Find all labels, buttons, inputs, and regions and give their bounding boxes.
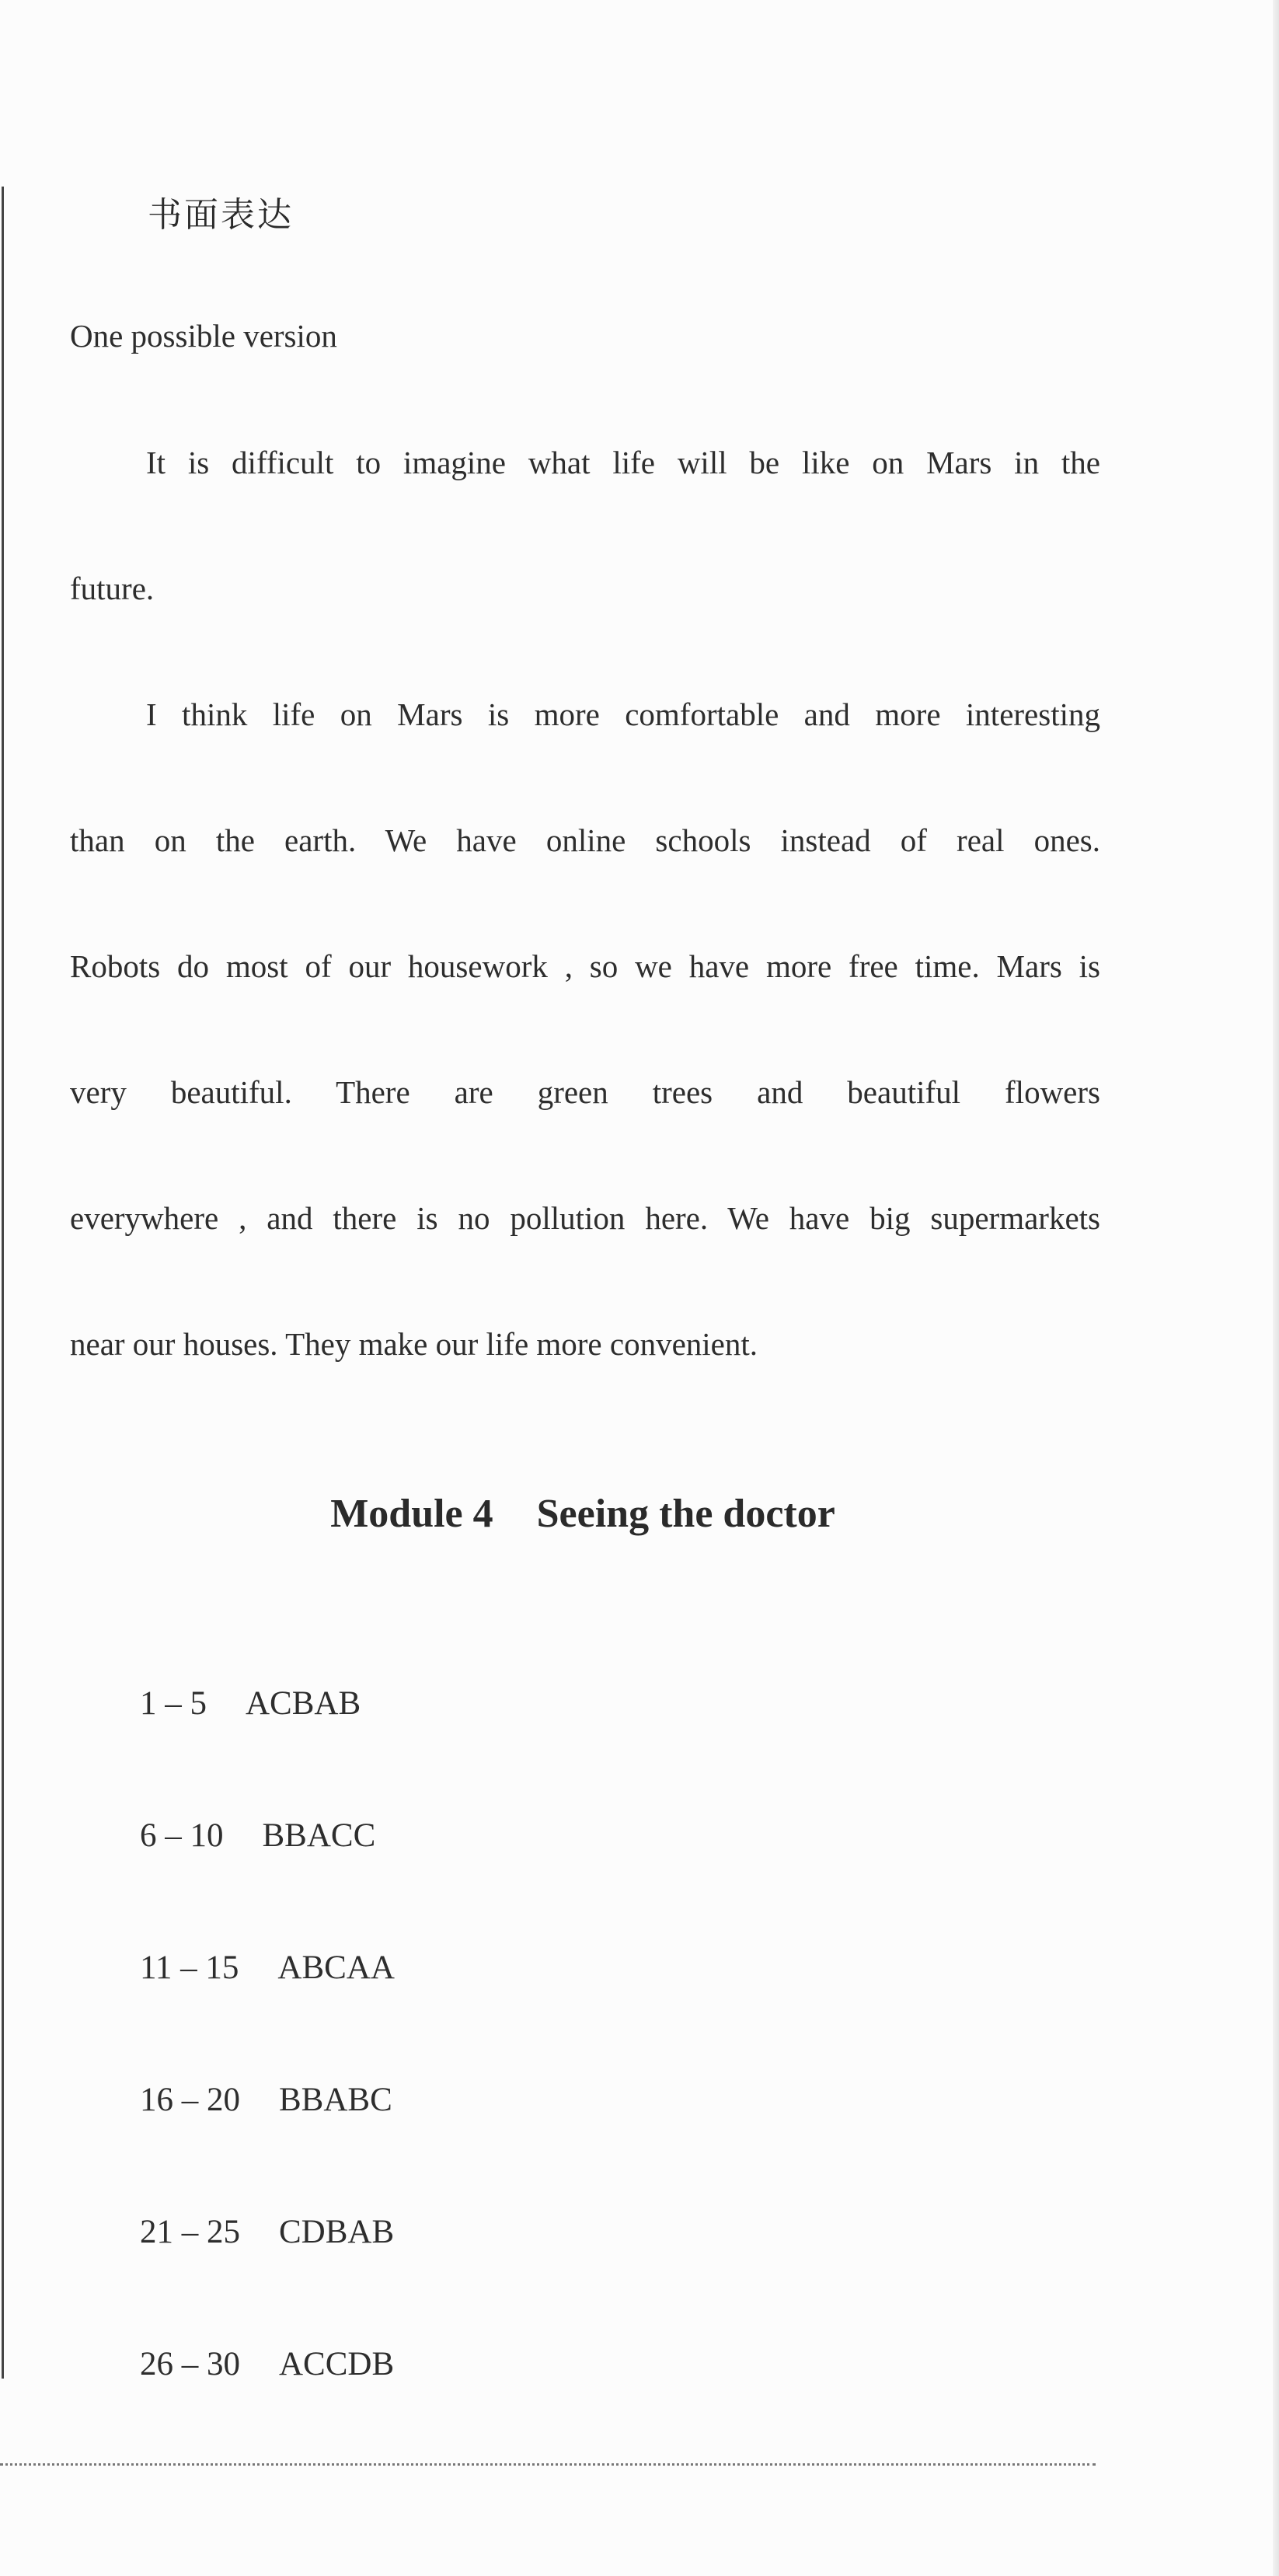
answer-range: 16 – 20 [140,2082,240,2118]
page-edge-shadow [1273,0,1279,2576]
answer-range: 1 – 5 [140,1685,207,1722]
answer-row [140,2083,392,2117]
dotted-divider [0,2463,1096,2466]
answer-range: 21 – 25 [140,2214,240,2250]
essay-line: near our houses. They make our life more convenient. [70,1326,758,1362]
section-heading: 书面表达 [148,195,294,235]
module-name: Seeing the doctor [536,1492,835,1536]
answer-row [140,1687,361,1720]
left-margin-rule [2,187,4,2379]
essay-line: future. [70,571,155,606]
module-title [0,1491,1166,1537]
essay-line: very beautiful. There are green trees and beautiful flowers [70,1074,1100,1110]
answer-range: 26 – 30 [140,2346,240,2382]
answer-row [140,1819,375,1852]
answer-letters: ABCAA [277,1949,395,1986]
essay-line: everywhere , and there is no pollution here. We have big supermarkets [70,1200,1100,1236]
essay-intro: One possible version [70,318,337,354]
essay-line: Robots do most of our housework , so we have more free time. Mars is [70,948,1100,984]
answer-row [140,2215,394,2249]
answer-letters: BBACC [262,1817,376,1854]
answer-range: 6 – 10 [140,1817,224,1854]
essay-line: than on the earth. We have online schools instead of real ones. [70,822,1100,858]
essay-line: It is difficult to imagine what life will be like on Mars in the [146,445,1100,480]
essay-line: I think life on Mars is more comfortable and more interesting [146,696,1100,732]
answer-letters: BBABC [279,2082,392,2118]
answer-row [140,2347,394,2381]
answer-range: 11 – 15 [140,1949,239,1986]
module-number: Module 4 [330,1492,493,1536]
answer-letters: ACCDB [279,2346,395,2382]
answer-letters: ACBAB [246,1685,361,1722]
answer-row [140,1951,395,1984]
answer-letters: CDBAB [279,2214,395,2250]
